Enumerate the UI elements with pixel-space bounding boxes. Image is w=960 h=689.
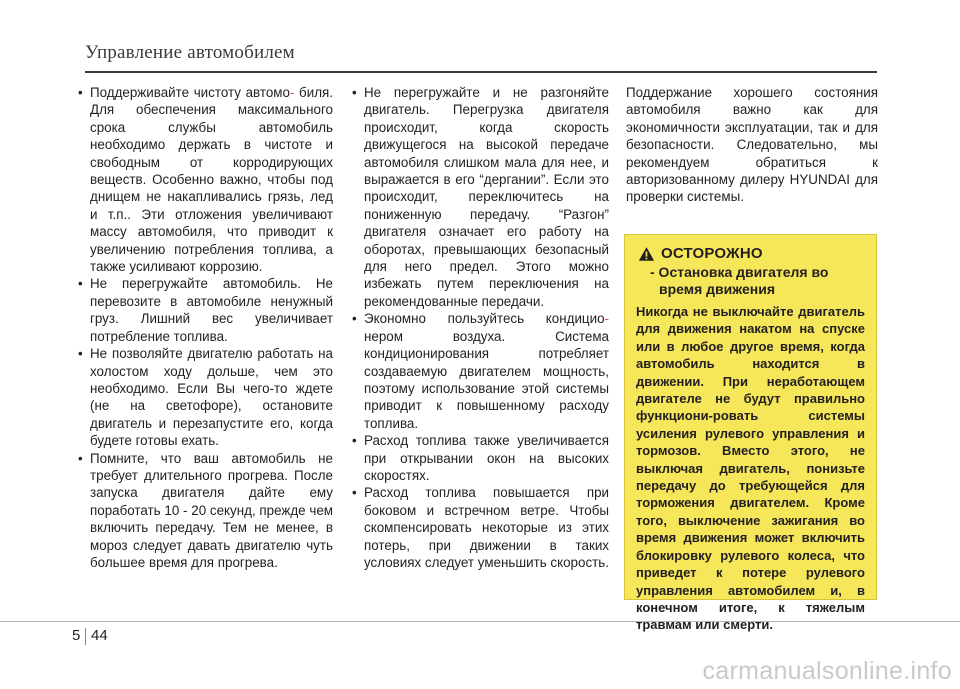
- tips-list-left: [78, 84, 333, 571]
- header-divider: [85, 71, 877, 73]
- page-number: 44: [91, 627, 108, 644]
- column-left: [78, 84, 333, 571]
- warning-header: [638, 245, 865, 262]
- footer-separator: [85, 628, 86, 645]
- warning-title: ОСТОРОЖНО: [661, 245, 763, 262]
- warning-box: [624, 234, 877, 633]
- maintenance-paragraph: Поддержание хорошего состояния автомобиля важно как для экономичности эксплуатации, так и для безопасности. Следовательно, мы рекомендуем обратиться к авторизованному дилеру HYUNDAI для проверки системы.: [626, 85, 878, 205]
- list-item: • Не позволяйте двигателю работать на холостом ходу дольше, чем это необходимо. Если Вы чего-то ждете (не на светофоре), остановите двигатель и перезапустите его, когда будете готовы ехать.: [78, 345, 333, 449]
- list-item: • Не перегружайте автомобиль. Не перевозите в автомобиле ненужный груз. Лишний вес увеличивает потребление топлива.: [78, 275, 333, 345]
- watermark-text: carmanualsonline.info: [702, 657, 952, 685]
- list-item: • Поддерживайте чистоту автомо- биля. Для обеспечения максимального срока службы автомобиль необходимо держать в чистоте и свободным от корродирующих веществ. Особенно важно, чтобы под днищем не накапливались грязь, лед и т.п.. Эти отложения увеличивают массу автомобиля, что приводит к увеличению потребления топлива, а также усиливают коррозию.: [78, 84, 333, 275]
- list-item: • Расход топлива также увеличивается при открывании окон на высоких скоростях.: [352, 432, 609, 484]
- chapter-number: 5: [72, 627, 81, 644]
- warning-triangle-icon: [638, 246, 655, 262]
- list-item: • Экономно пользуйтесь кондицио- нером воздуха. Система кондиционирования потребляет создаваемую двигателем мощность, поэтому использование этой системы приводит к повышенному расходу топлива.: [352, 310, 609, 432]
- list-item: • Помните, что ваш автомобиль не требует длительного прогрева. После запуска двигателя дайте ему поработать 10 - 20 секунд, прежде чем включить передачу. Тем не менее, в мороз следует давать двигателю чуть большее время для прогрева.: [78, 450, 333, 572]
- warning-body: Никогда не выключайте двигатель для движения накатом на спуске или в любое другое время, когда автомобиль находится в движении. При неработающем двигателе не будут правильно функциони-ровать системы усиления рулевого управления и тормозов. Вместо этого, не выключая двигатель, понизьте передачу до требующейся для торможения двигателем. Кроме того, выключение зажигания во время движения может включить блокировку рулевого колеса, что приведет к потере рулевого управления автомобилем и, в конечном итоге, к тяжелым травмам или смерти.: [636, 304, 865, 633]
- list-item: • Расход топлива повышается при боковом и встречном ветре. Чтобы скомпенсировать некоторые из этих потерь, при движении в таких условиях следует уменьшить скорость.: [352, 484, 609, 571]
- list-item: • Не перегружайте и не разгоняйте двигатель. Перегрузка двигателя происходит, когда скорость движущегося на высокой передаче автомобиля слишком мала для нее, и выражается в его “дергании”. Если это происходит, переключитесь на пониженную передачу. “Разгон” двигателя означает его работу на оборотах, превышающих безопасный для него предел. Этого можно избежать путем переключения на рекомендованные передачи.: [352, 84, 609, 310]
- tips-list-middle: [352, 84, 609, 571]
- warning-subtitle: - Остановка двигателя во время движения: [650, 264, 829, 297]
- column-middle: [352, 84, 609, 571]
- footer-divider: [0, 621, 960, 622]
- column-right: [626, 84, 878, 206]
- page-header-title: Управление автомобилем: [85, 42, 295, 63]
